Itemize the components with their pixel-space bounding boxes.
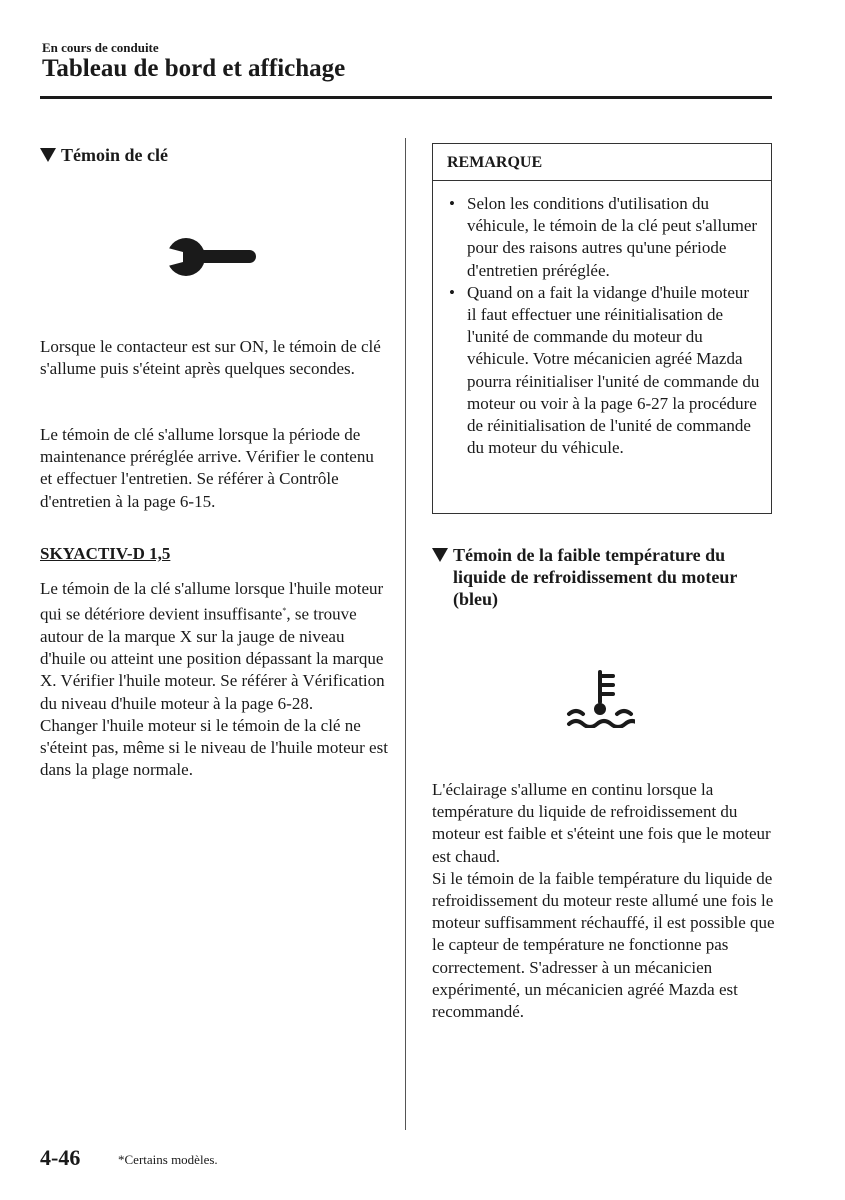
coolant-paragraph-1: L'éclairage s'allume en continu lorsque la température du liquide de refroidissement du moteur est faible et s'éteint une fois que le moteur est chaud. [432, 780, 771, 866]
note-list [433, 181, 771, 459]
wrench-icon [166, 236, 258, 278]
key-warning-text-2 [40, 424, 390, 513]
coolant-paragraph-2: Si le témoin de la faible température du liquide de refroidissement du moteur reste allumé une fois le moteur suffisamment réchauffé, il est possible que le capteur de température ne fonctionne pas correctement. S'adresser à un mécanicien expérimenté, un mécanicien agréé Mazda est recommandé. [432, 868, 775, 1022]
heading-triangle-icon [432, 548, 448, 562]
coolant-warning-text [432, 779, 777, 1023]
key-warning-text-1 [40, 336, 390, 380]
coolant-temperature-icon [565, 668, 635, 728]
note-header: REMARQUE [433, 144, 771, 181]
note-box [432, 143, 772, 514]
skyactiv-subheading: SKYACTIV-D 1,5 [40, 544, 171, 563]
key-warning-heading-text: Témoin de clé [61, 145, 168, 165]
note-item [447, 282, 761, 460]
heading-triangle-icon [40, 148, 56, 162]
coolant-warning-heading [432, 544, 762, 610]
title-rule [40, 96, 772, 99]
note-item [447, 193, 761, 282]
note-item-text: Quand on a fait la vidange d'huile moteur il faut effectuer une réinitialisation de l'unité de commande du moteur du véhicule. Votre mécanicien agréé Mazda pourra réinitialiser l'unité de commande du moteur ou voir à la page 6-27 la procédure de réinitialisation de l'unité de commande du moteur du véhicule. [467, 282, 760, 458]
column-divider [405, 138, 406, 1130]
page-title: Tableau de bord et affichage [42, 55, 346, 82]
section-label: En cours de conduite [42, 40, 159, 55]
coolant-warning-heading-text: Témoin de la faible température du liquide de refroidissement du moteur (bleu) [453, 545, 738, 609]
bullet-icon: • [449, 194, 455, 213]
page-number: 4-46 [40, 1145, 81, 1170]
skyactiv-text [40, 578, 390, 781]
footnote: *Certains modèles. [118, 1152, 218, 1167]
bullet-icon: • [449, 282, 455, 302]
oil-change-paragraph: Changer l'huile moteur si le témoin de la clé ne s'éteint pas, même si le niveau de l'huile moteur est dans la plage normale. [40, 715, 388, 780]
key-warning-paragraph-1: Lorsque le contacteur est sur ON, le témoin de clé s'allume puis s'éteint après quelques secondes. [40, 337, 381, 379]
footnote-asterisk: * [282, 606, 287, 616]
key-warning-heading [40, 144, 168, 166]
skyactiv-text-before: Le témoin de la clé s'allume lorsque l'huile moteur qui se détériore devient insuffisante [40, 579, 384, 624]
key-warning-paragraph-2: Le témoin de clé s'allume lorsque la période de maintenance préréglée arrive. Vérifier le contenu et effectuer l'entretien. Se référer à Contrôle d'entretien à la page 6-15. [40, 425, 374, 511]
skyactiv-text-after: , se trouve autour de la marque X sur la jauge de niveau d'huile ou atteint une position dépassant la marque X. Vérifier l'huile moteur. Se référer à Vérification du niveau d'huile moteur à la page 6-28. [40, 604, 385, 713]
skyactiv-paragraph [40, 578, 390, 715]
note-item-text: Selon les conditions d'utilisation du véhicule, le témoin de la clé peut s'allumer pour des raisons autres qu'une période d'entretien préréglée. [467, 194, 758, 280]
